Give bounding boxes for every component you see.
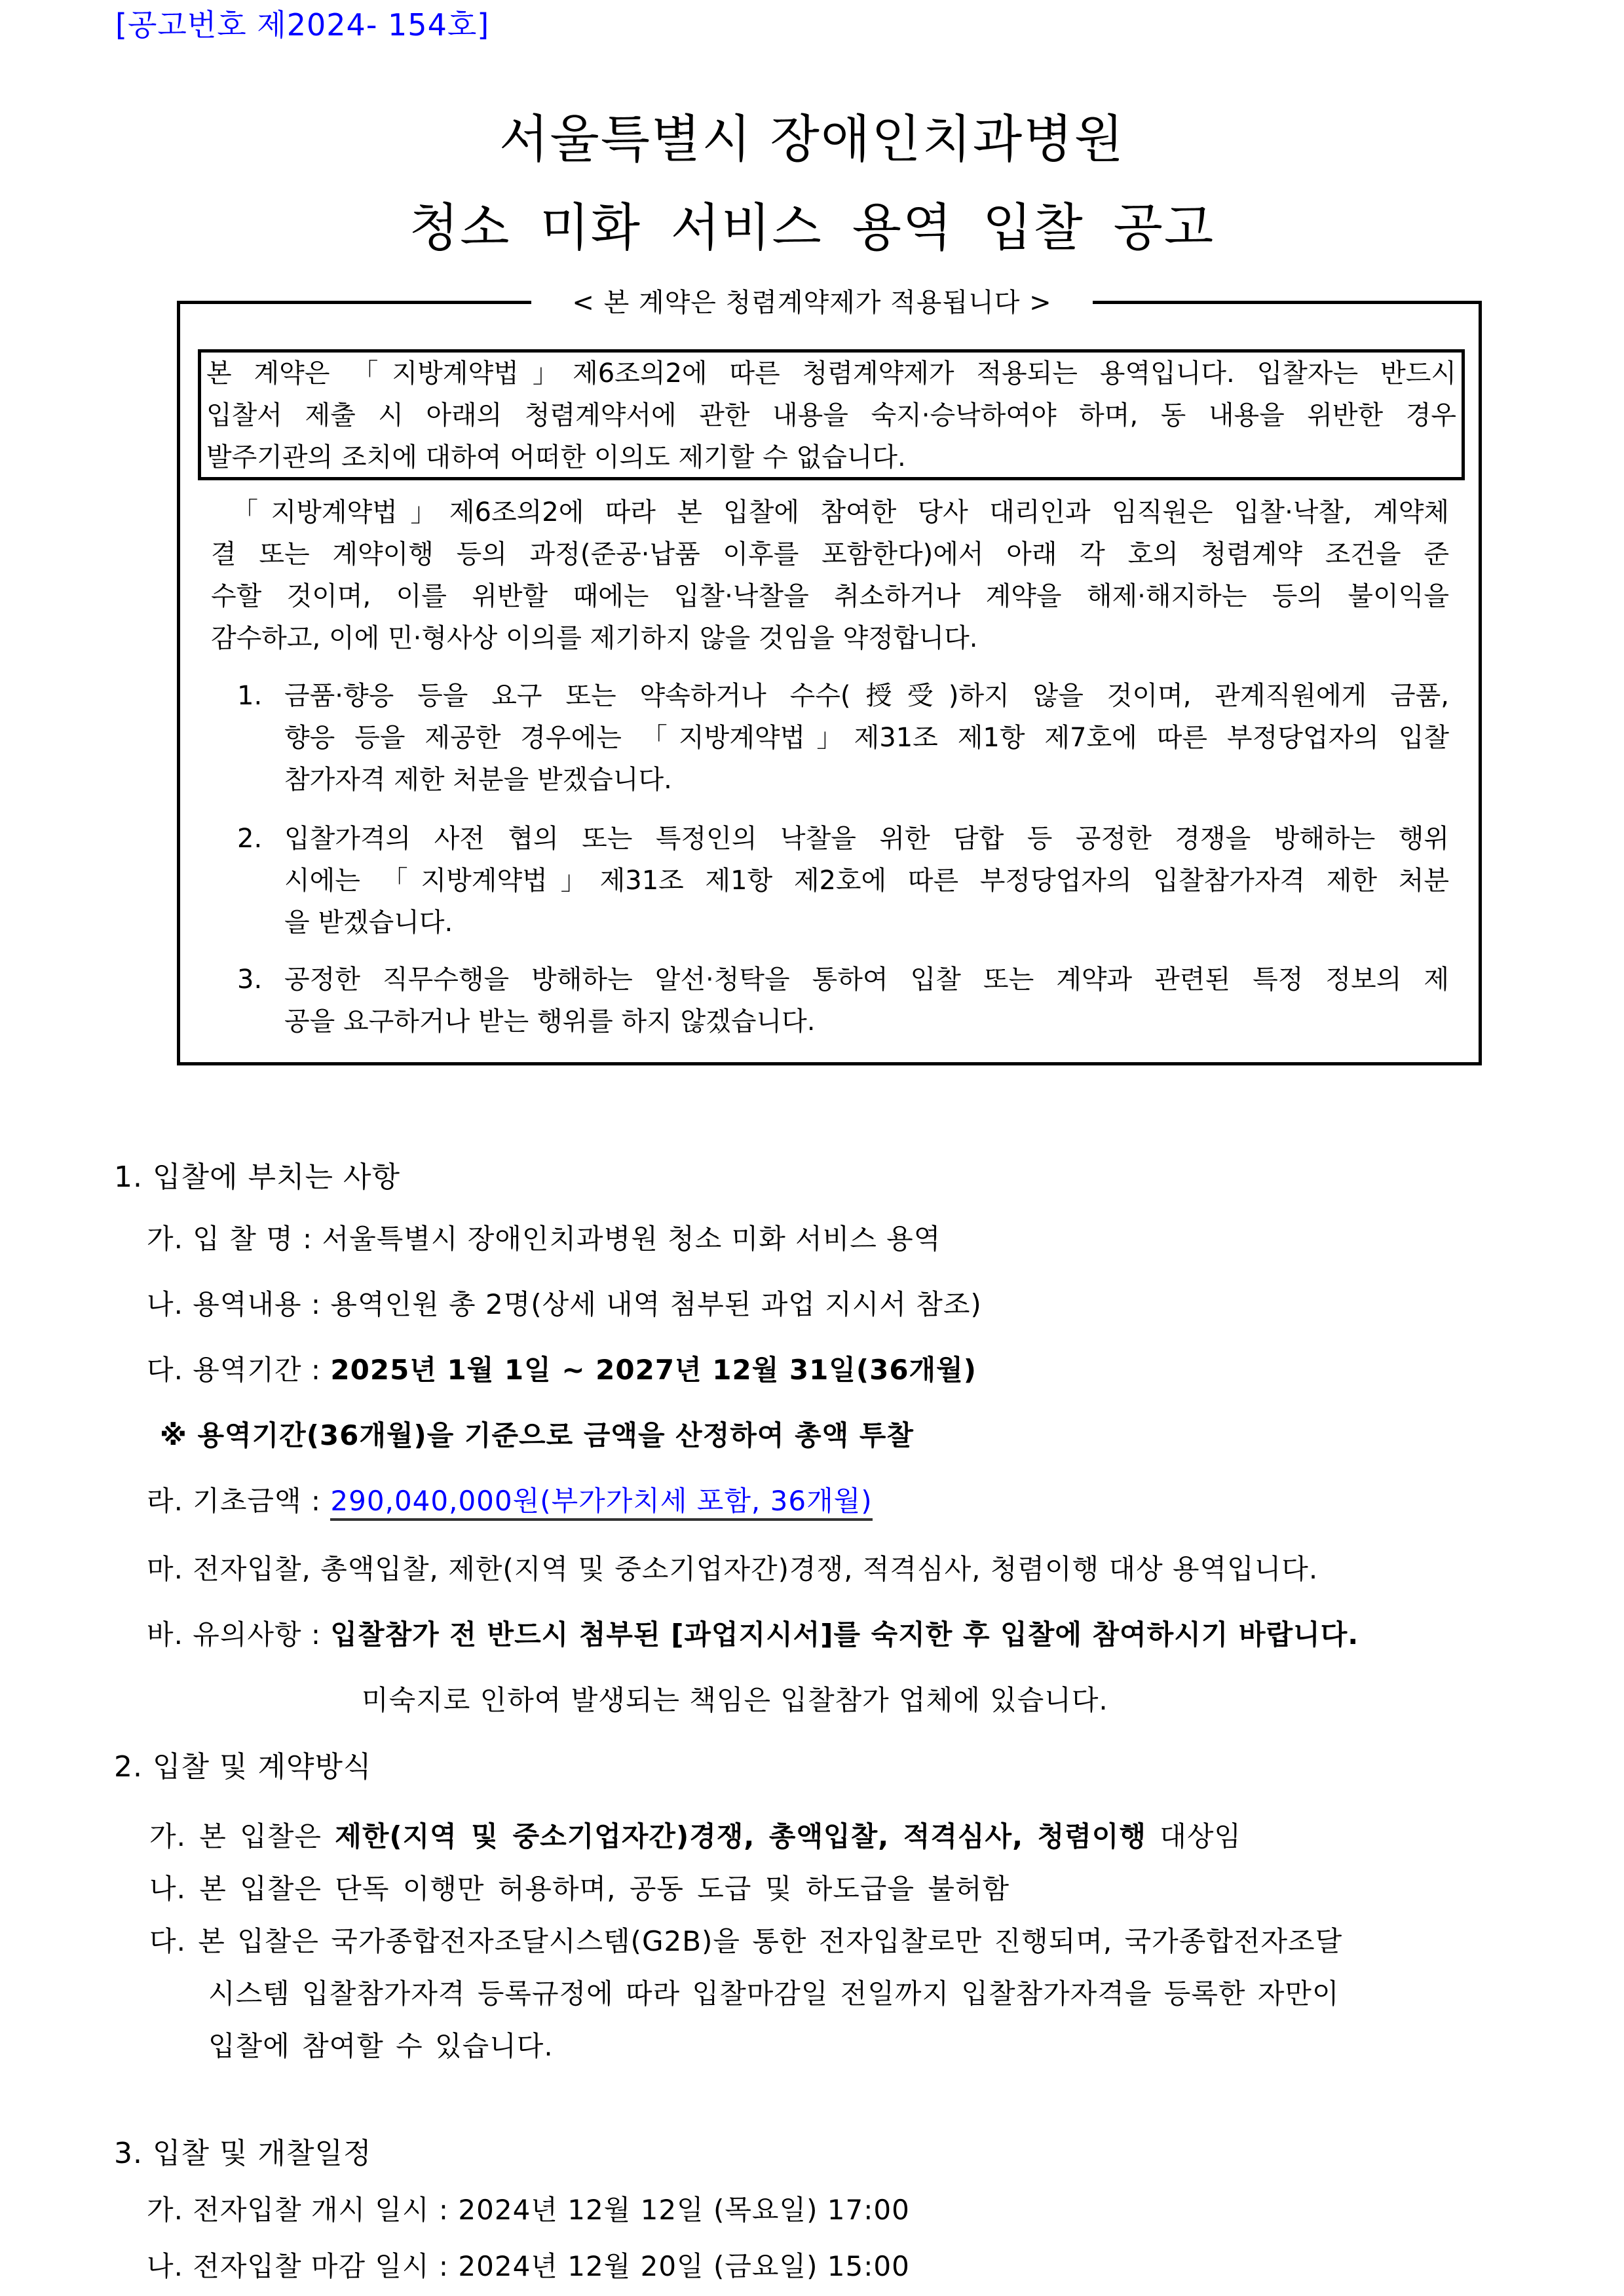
bid-method-suffix: 대상임 xyxy=(1146,1820,1242,1852)
base-amount-value[interactable]: 290,040,000원(부가가치세 포함, 36개월) xyxy=(330,1485,872,1521)
service-content-label: 나. 용역내용 : xyxy=(147,1288,322,1320)
pledge-item-2 xyxy=(237,818,1449,944)
service-content-value: 용역인원 총 2명(상세 내역 첨부된 과업 지시서 참조) xyxy=(330,1288,982,1320)
g2b-row-line1: 다. 본 입찰은 국가종합전자조달시스템(G2B)을 통한 전자입찰로만 진행되며, 국가종합전자조달 xyxy=(149,1925,1343,1957)
caution-row xyxy=(147,1613,1359,1653)
page-title-line1: 서울특별시 장애인치과병원 xyxy=(499,110,1125,169)
pledge-intro-line: 수할 것이며, 이를 위반할 때에는 입찰·낙찰을 취소하거나 계약을 해제·해지하는 등의 불이익을 xyxy=(211,581,1449,611)
pledge-line: 참가자격 제한 처분을 받겠습니다. xyxy=(284,765,672,795)
pledge-line: 금품·향응 등을 요구 또는 약속하거나 수수(授受)하지 않을 것이며, 관계직원에게 금품, xyxy=(284,681,1449,711)
base-amount-row xyxy=(147,1480,873,1519)
bid-method-row xyxy=(149,1815,1241,1854)
bid-type-row: 마. 전자입찰, 총액입찰, 제한(지역 및 중소기업자간)경쟁, 적격심사, 청렴이행 대상 용역입니다. xyxy=(147,1553,1319,1585)
notice-number: [공고번호 제2024- 154호] xyxy=(115,7,490,43)
pledge-number: 3. xyxy=(237,965,263,995)
service-content-row xyxy=(147,1283,982,1322)
pledge-number: 1. xyxy=(237,681,263,711)
g2b-row-line3: 입찰에 참여할 수 있습니다. xyxy=(208,2030,554,2062)
integrity-box-caption xyxy=(0,282,1624,319)
pledge-line: 향응 등을 제공한 경우에는 「지방계약법」제31조 제1항 제7호에 따른 부정당업자의 입찰 xyxy=(284,723,1449,753)
notice-line: 본 계약은 「지방계약법」제6조의2에 따른 청렴계약제가 적용되는 용역입니다. 입찰자는 반드시 xyxy=(206,358,1456,389)
bid-close-value: 2024년 12월 20일 (금요일) 15:00 xyxy=(458,2250,910,2282)
service-period-note: ※ 용역기간(36개월)을 기준으로 금액을 산정하여 총액 투찰 xyxy=(160,1419,914,1451)
pledge-intro-line: 결 또는 계약이행 등의 과정(준공·납품 이후를 포함한다)에서 아래 각 호의 청렴계약 조건을 준 xyxy=(211,539,1449,569)
pledge-intro-line: 감수하고, 이에 민·형사상 이의를 제기하지 않을 것임을 약정합니다. xyxy=(211,623,978,653)
pledge-intro-line: 「지방계약법」제6조의2에 따라 본 입찰에 참여한 당사 대리인과 임직원은 입찰·낙찰, 계약체 xyxy=(232,497,1449,527)
bid-close-row xyxy=(147,2245,910,2284)
integrity-box-caption-text: < 본 계약은 청렴계약제가 적용됩니다 > xyxy=(531,288,1092,318)
section1-heading: 1. 입찰에 부치는 사항 xyxy=(114,1160,400,1194)
bid-open-row xyxy=(147,2189,910,2228)
bid-method-bold: 제한(지역 및 중소기업자간)경쟁, 총액입찰, 적격심사, 청렴이행 xyxy=(335,1820,1146,1852)
bid-name-label: 가. 입 찰 명 : xyxy=(147,1223,313,1255)
section3-heading: 3. 입찰 및 개찰일정 xyxy=(114,2137,372,2170)
pledge-line: 공을 요구하거나 받는 행위를 하지 않겠습니다. xyxy=(284,1006,816,1037)
base-amount-label: 라. 기초금액 : xyxy=(147,1485,322,1517)
pledge-item-3 xyxy=(237,959,1449,1043)
pledge-line: 입찰가격의 사전 협의 또는 특정인의 낙찰을 위한 담합 등 공정한 경쟁을 방해하는 행위 xyxy=(284,824,1449,854)
bid-method-prefix: 가. 본 입찰은 xyxy=(149,1820,335,1852)
caution-continuation: 미숙지로 인하여 발생되는 책임은 입찰참가 업체에 있습니다. xyxy=(362,1684,1108,1716)
service-period-row xyxy=(147,1349,977,1388)
pledge-line: 시에는 「지방계약법」제31조 제1항 제2호에 따른 부정당업자의 입찰참가자격 제한 처분 xyxy=(284,866,1449,896)
g2b-row-line2: 시스템 입찰참가자격 등록규정에 따라 입찰마감일 전일까지 입찰참가자격을 등록한 자만이 xyxy=(208,1978,1340,2010)
pledge-item-1 xyxy=(237,675,1449,801)
service-period-label: 다. 용역기간 : xyxy=(147,1354,322,1386)
joint-contract-row: 나. 본 입찰은 단독 이행만 허용하며, 공동 도급 및 하도급을 불허함 xyxy=(149,1873,1010,1905)
pledge-line: 공정한 직무수행을 방해하는 알선·청탁을 통하여 입찰 또는 계약과 관련된 특정 정보의 제 xyxy=(284,965,1449,995)
caution-label: 바. 유의사항 : xyxy=(147,1618,322,1651)
bid-open-label: 가. 전자입찰 개시 일시 : xyxy=(147,2194,449,2226)
caution-value: 입찰참가 전 반드시 첨부된 [과업지시서]를 숙지한 후 입찰에 참여하시기 바랍니다. xyxy=(330,1618,1359,1651)
service-period-value: 2025년 1월 1일 ~ 2027년 12월 31일(36개월) xyxy=(330,1354,977,1386)
bid-open-value: 2024년 12월 12일 (목요일) 17:00 xyxy=(458,2194,910,2226)
bid-name-row xyxy=(147,1217,941,1257)
notice-line: 입찰서 제출 시 아래의 청렴계약서에 관한 내용을 숙지·승낙하여야 하며, 동 내용을 위반한 경우 xyxy=(206,400,1456,430)
notice-line: 발주기관의 조치에 대하여 어떠한 이의도 제기할 수 없습니다. xyxy=(206,442,906,472)
page-title-line2: 청소 미화 서비스 용역 입찰 공고 xyxy=(409,199,1215,258)
pledge-number: 2. xyxy=(237,824,263,854)
section2-heading: 2. 입찰 및 계약방식 xyxy=(114,1750,372,1784)
bid-close-label: 나. 전자입찰 마감 일시 : xyxy=(147,2250,449,2282)
pledge-intro xyxy=(211,491,1449,659)
pledge-line: 을 받겠습니다. xyxy=(284,908,453,938)
bid-name-value: 서울특별시 장애인치과병원 청소 미화 서비스 용역 xyxy=(322,1223,941,1255)
integrity-notice-box xyxy=(198,349,1465,480)
